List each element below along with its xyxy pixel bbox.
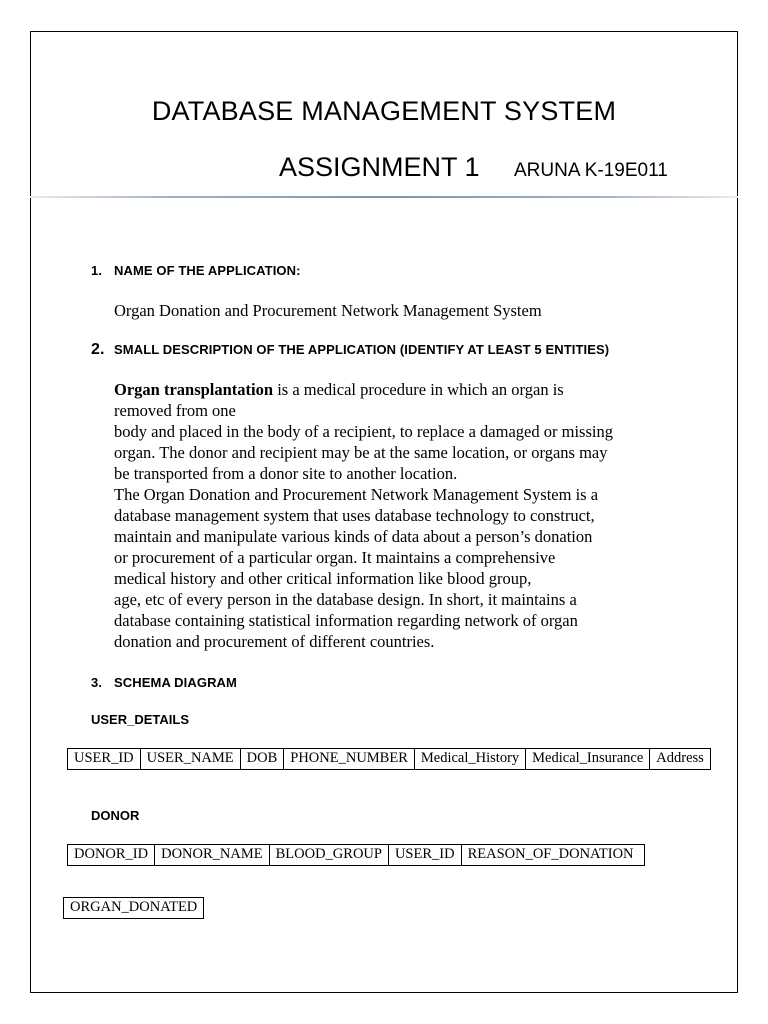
description-line: body and placed in the body of a recipient, to replace a damaged or missing [114, 422, 613, 441]
section-2-title: SMALL DESCRIPTION OF THE APPLICATION (IDENTIFY AT LEAST 5 ENTITIES) [114, 342, 610, 357]
description-line: The Organ Donation and Procurement Network Management System is a [114, 485, 599, 504]
section-2-heading [91, 341, 609, 359]
table-row [64, 898, 204, 919]
table-cell: REASON_OF_DONATION [461, 845, 644, 866]
description-line: medical history and other critical information like blood group, [114, 569, 532, 588]
description-paragraph [114, 379, 714, 652]
description-line: database management system that uses database technology to construct, [114, 506, 595, 525]
table-cell: USER_NAME [140, 749, 240, 770]
application-name: Organ Donation and Procurement Network Management System [114, 301, 542, 320]
bold-lead: Organ transplantation [114, 380, 274, 399]
section-3-heading [91, 675, 237, 690]
section-3-title: SCHEMA DIAGRAM [114, 675, 237, 690]
table-row [68, 845, 645, 866]
section-3-number: 3. [91, 675, 103, 690]
table-cell: Medical_History [414, 749, 525, 770]
donor-table-continued [63, 897, 204, 919]
section-1-heading [91, 263, 301, 278]
assignment-title: ASSIGNMENT 1 [279, 152, 480, 182]
description-line: Organ transplantation is a medical procedure in which an organ is [114, 380, 564, 399]
document-title: DATABASE MANAGEMENT SYSTEM [151, 96, 617, 126]
description-line: organ. The donor and recipient may be at the same location, or organs may [114, 443, 608, 462]
section-1-number: 1. [91, 263, 103, 278]
table-cell: USER_ID [388, 845, 461, 866]
table-cell: DONOR_NAME [155, 845, 270, 866]
description-line: or procurement of a particular organ. It maintains a comprehensive [114, 548, 556, 567]
description-line: removed from one [114, 401, 236, 420]
donor-table [67, 844, 645, 866]
description-line: maintain and manipulate various kinds of data about a person’s donation [114, 527, 593, 546]
user-details-label: USER_DETAILS [91, 712, 189, 727]
table-cell: DOB [240, 749, 284, 770]
table-cell: ORGAN_DONATED [64, 898, 204, 919]
description-line: donation and procurement of different countries. [114, 632, 435, 651]
table-row [68, 749, 711, 770]
section-2-number: 2. [91, 341, 105, 358]
author-label: ARUNA K-19E011 [514, 160, 668, 181]
table-cell: USER_ID [68, 749, 141, 770]
table-cell: Medical_Insurance [526, 749, 650, 770]
table-cell: PHONE_NUMBER [284, 749, 415, 770]
table-cell: DONOR_ID [68, 845, 155, 866]
table-cell: BLOOD_GROUP [269, 845, 388, 866]
description-line: age, etc of every person in the database design. In short, it maintains a [114, 590, 577, 609]
user-details-table [67, 748, 711, 770]
description-line: be transported from a donor site to another location. [114, 464, 458, 483]
description-line: database containing statistical information regarding network of organ [114, 611, 578, 630]
section-1-title: NAME OF THE APPLICATION: [114, 263, 301, 278]
donor-label: DONOR [91, 808, 140, 823]
title-divider [30, 196, 738, 198]
table-cell: Address [650, 749, 711, 770]
